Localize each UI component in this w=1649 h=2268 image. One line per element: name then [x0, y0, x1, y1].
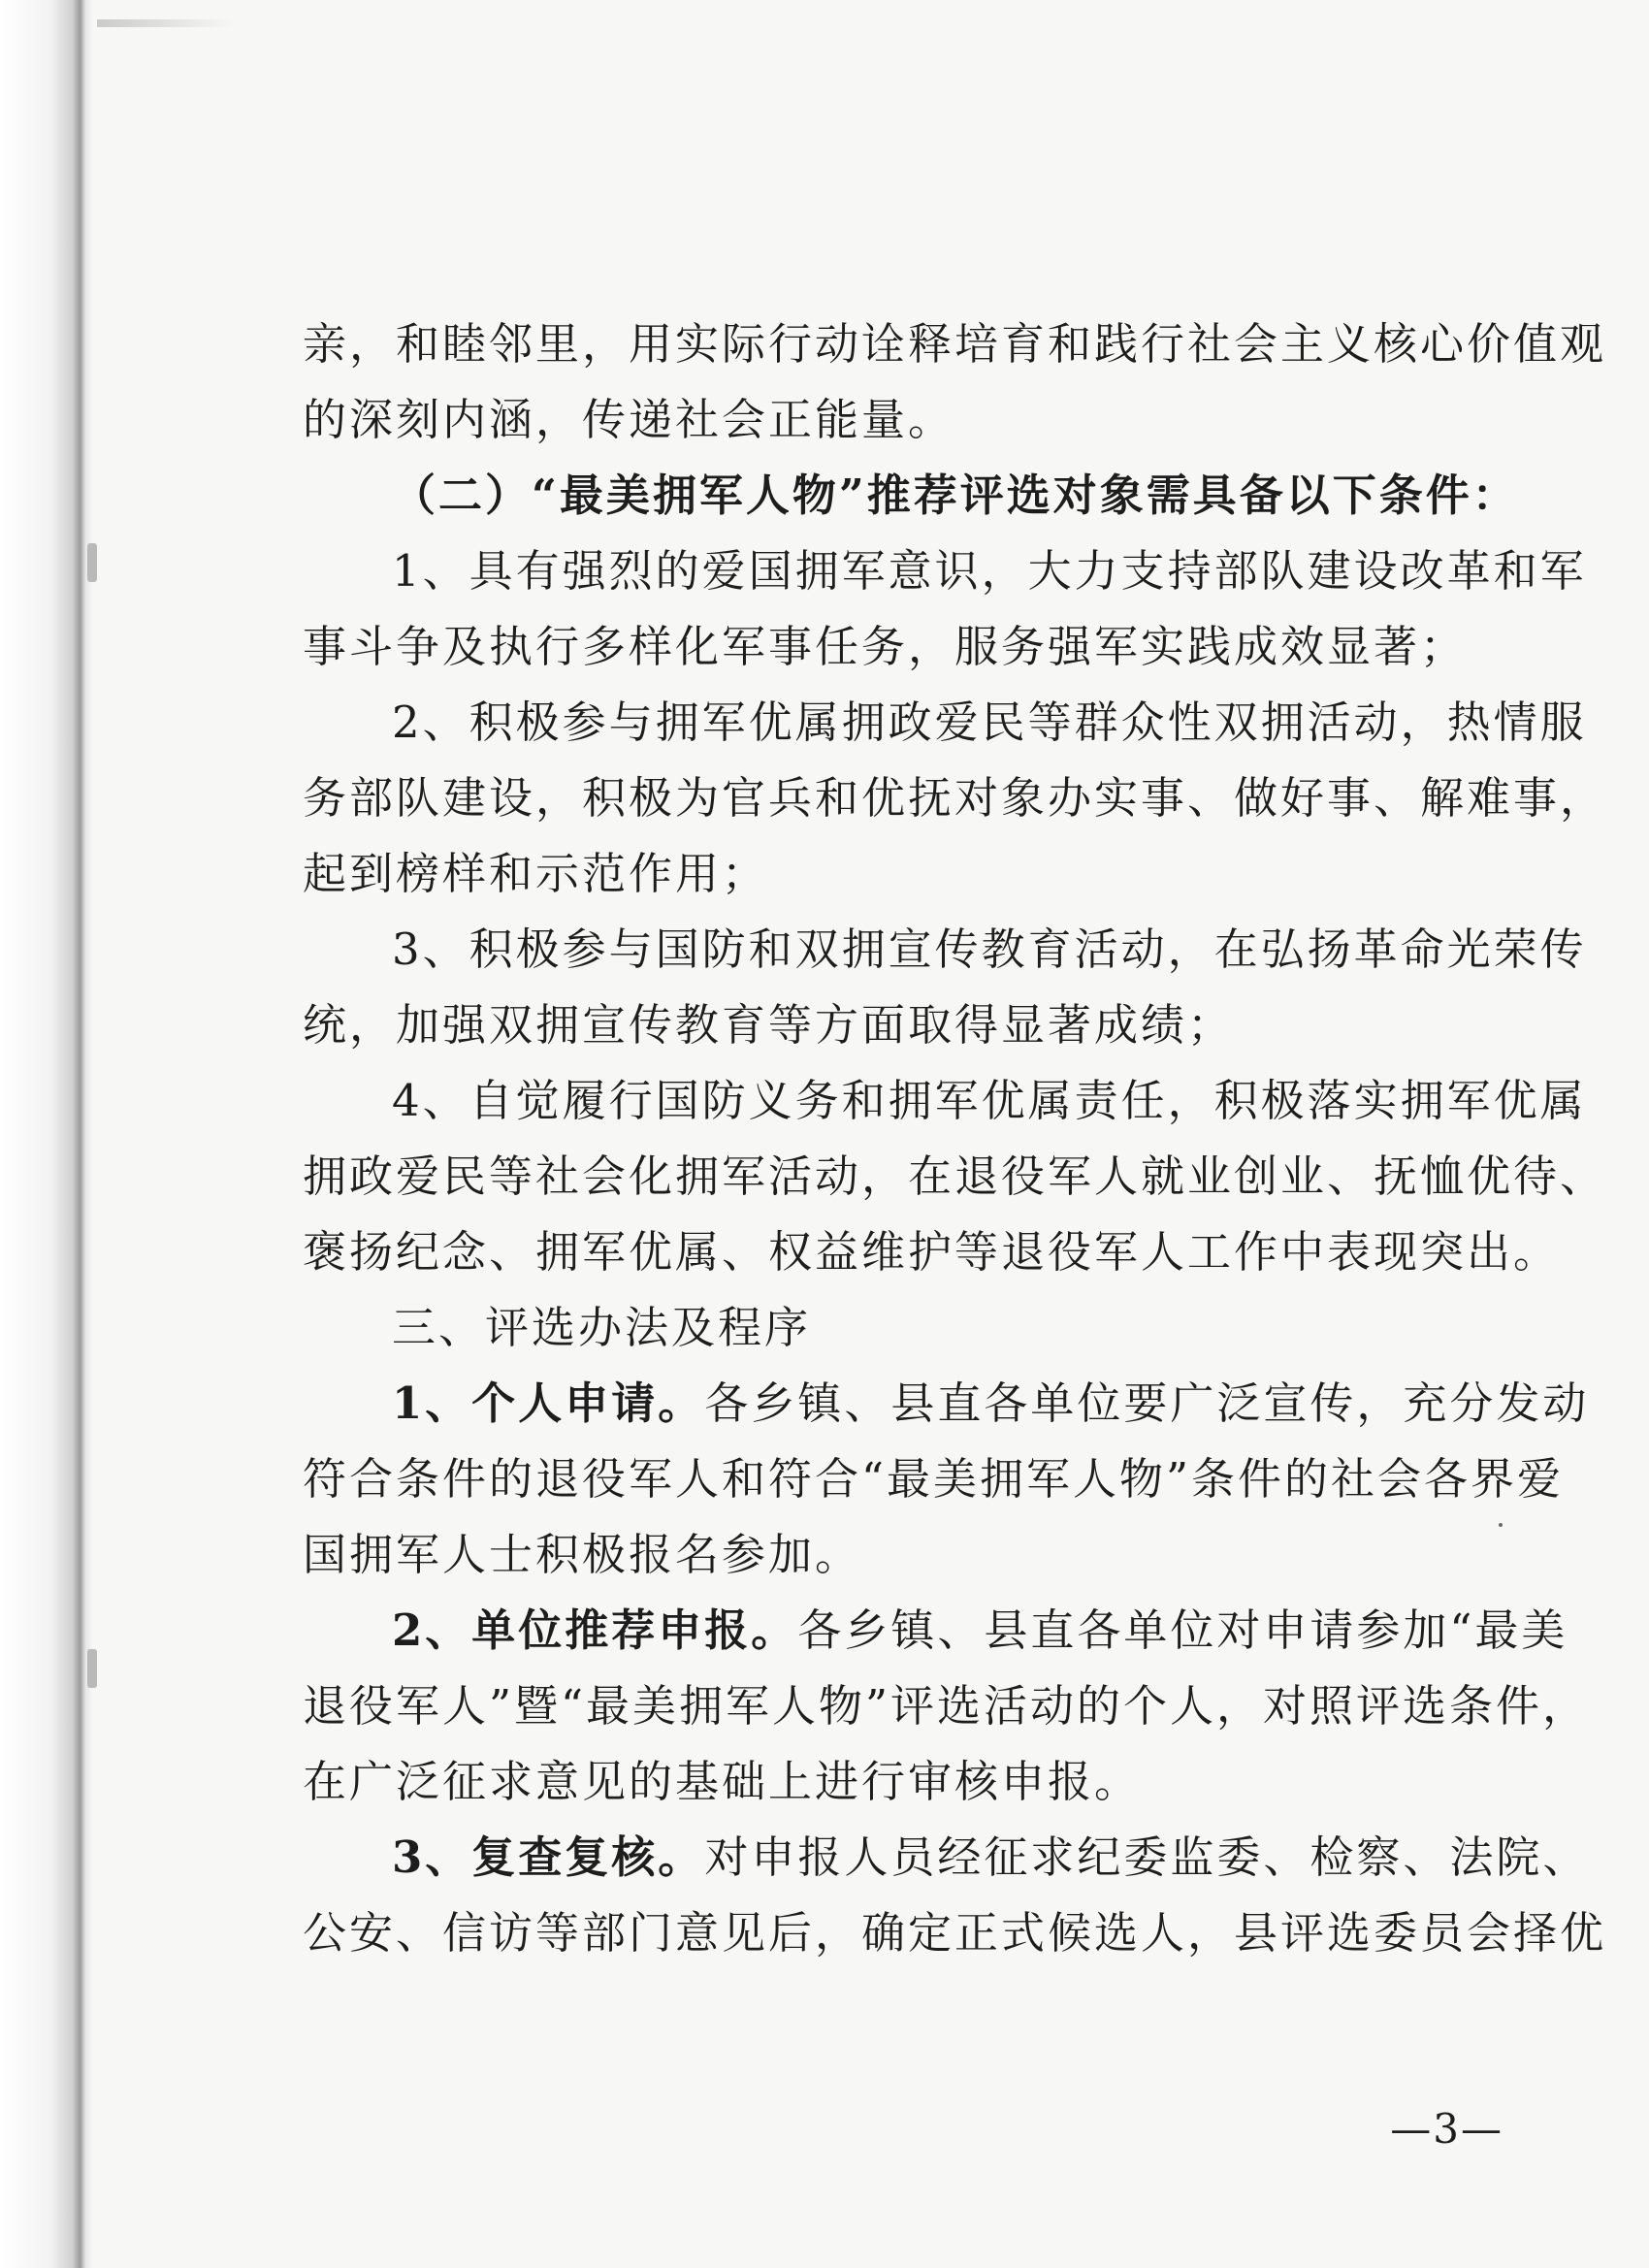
body-line: 4、自觉履行国防义务和拥军优属责任，积极落实拥军优属 [392, 1075, 1587, 1126]
step-text: 各乡镇、县直各单位对申请参加“最美 [797, 1604, 1568, 1656]
body-line: 的深刻内涵，传递社会正能量。 [303, 394, 955, 445]
staple-mark [87, 543, 97, 582]
section-heading: （二）“最美拥军人物”推荐评选对象需具备以下条件： [392, 470, 1519, 521]
body-line: 符合条件的退役军人和符合“最美拥军人物”条件的社会各界爱 [303, 1453, 1565, 1505]
binding-edge [0, 0, 93, 2268]
step-text: 对申报人员经征求纪委监委、检察、法院、 [704, 1831, 1590, 1883]
body-line: 拥政爱民等社会化拥军活动，在退役军人就业创业、抚恤优待、 [303, 1150, 1607, 1202]
body-line: 在广泛征求意见的基础上进行审核申报。 [303, 1756, 1142, 1807]
step-label: 1、个人申请。 [392, 1377, 705, 1429]
scan-mark [97, 19, 233, 27]
step-label: 3、复查复核。 [392, 1831, 705, 1883]
body-line: 国拥军人士积极报名参加。 [303, 1529, 862, 1580]
body-line: 事斗争及执行多样化军事任务，服务强军实践成效显著； [303, 621, 1468, 672]
document-body [303, 307, 1607, 1971]
step-label: 2、单位推荐申报。 [392, 1604, 798, 1656]
page-number: —3— [1390, 2105, 1504, 2153]
scan-speck [1499, 1523, 1503, 1527]
body-line: 退役军人”暨“最美拥军人物”评选活动的个人，对照评选条件， [303, 1680, 1590, 1732]
section-heading: 三、评选办法及程序 [392, 1302, 812, 1353]
body-line: 1、具有强烈的爱国拥军意识，大力支持部队建设改革和军 [392, 545, 1587, 597]
body-line: 起到榜样和示范作用； [303, 848, 769, 899]
body-line [303, 1366, 1590, 1442]
body-line [303, 1593, 1568, 1669]
body-line: 2、积极参与拥军优属拥政爱民等群众性双拥活动，热情服 [392, 697, 1587, 748]
body-line: 褒扬纪念、拥军优属、权益维护等退役军人工作中表现突出。 [303, 1226, 1561, 1278]
body-line: 3、积极参与国防和双拥宣传教育活动，在弘扬革命光荣传 [392, 923, 1587, 975]
step-text: 各乡镇、县直各单位要广泛宣传，充分发动 [704, 1377, 1590, 1429]
body-line: 统，加强双拥宣传教育等方面取得显著成绩； [303, 999, 1235, 1051]
body-line: 亲，和睦邻里，用实际行动诠释培育和践行社会主义核心价值观 [303, 318, 1607, 370]
staple-mark [87, 1649, 97, 1688]
body-line: 公安、信访等部门意见后，确定正式候选人，县评选委员会择优 [303, 1907, 1607, 1959]
body-line [303, 1820, 1590, 1895]
body-line: 务部队建设，积极为官兵和优抚对象办实事、做好事、解难事， [303, 772, 1607, 824]
